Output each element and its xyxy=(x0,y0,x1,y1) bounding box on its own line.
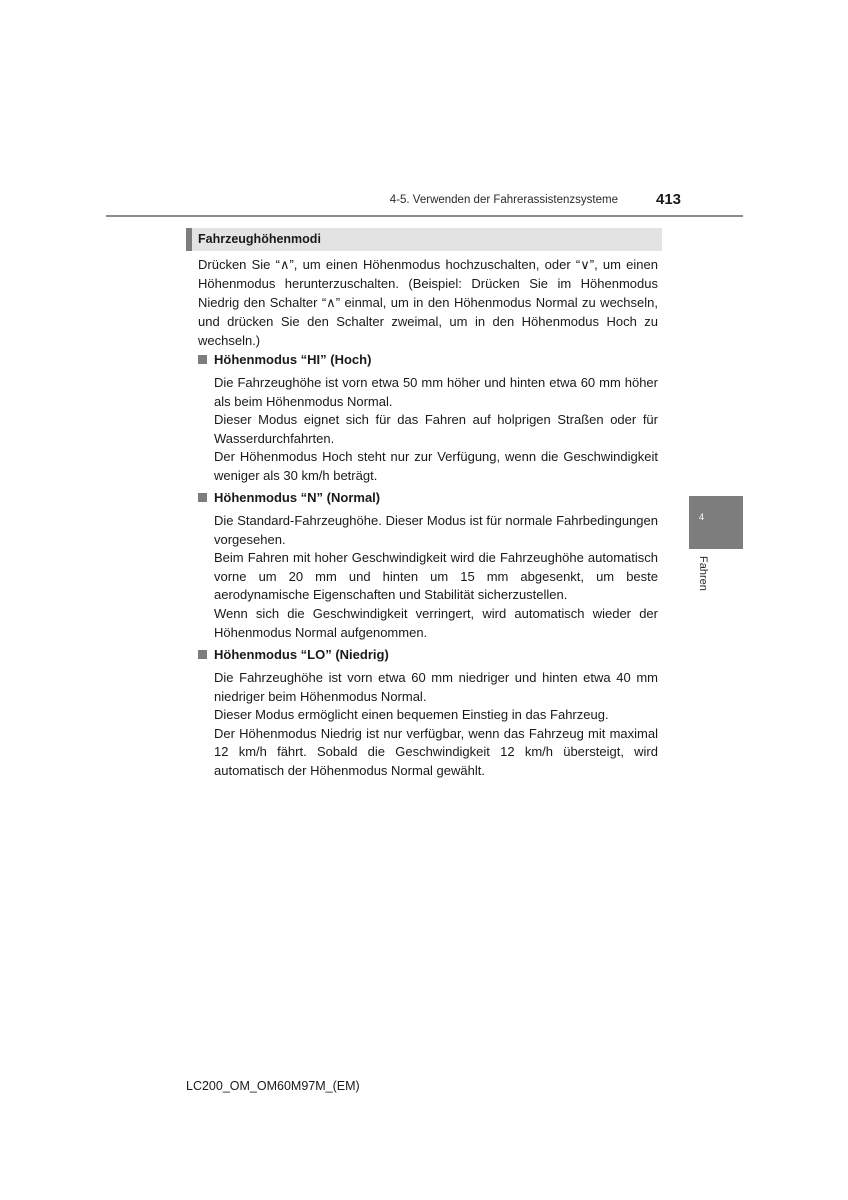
item-heading-label: Höhenmodus “N” (Normal) xyxy=(214,490,381,505)
item-paragraph: Beim Fahren mit hoher Geschwindigkeit wird die Fahrzeughöhe automatisch vorne um 20 mm und hinten um 15 mm abgesenkt, um beste aerodynamische Eigenschaften und Stabilität sicherzustellen. xyxy=(214,550,658,603)
chapter-number: 4 xyxy=(699,512,705,522)
square-bullet-icon xyxy=(198,493,207,502)
item-heading-lo xyxy=(198,645,389,664)
item-paragraph: Der Höhenmodus Niedrig ist nur verfügbar, wenn das Fahrzeug mit maximal 12 km/h fährt. Sobald die Geschwindigkeit 12 km/h übersteigt, wird automatisch der Höhenmodus Normal gewählt. xyxy=(214,725,658,778)
item-heading-label: Höhenmodus “HI” (Hoch) xyxy=(214,352,372,367)
item-paragraph: Die Standard-Fahrzeughöhe. Dieser Modus ist für normale Fahrbedingungen vorgesehen. xyxy=(214,513,658,547)
page-number: 413 xyxy=(656,191,682,208)
chapter-label: Fahren xyxy=(697,556,709,591)
section-title-accent xyxy=(186,228,192,251)
section-title-bar xyxy=(186,228,662,251)
item-heading-hi xyxy=(198,350,371,369)
item-body-hi xyxy=(214,374,658,486)
item-paragraph: Der Höhenmodus Hoch steht nur zur Verfügung, wenn die Geschwindigkeit weniger als 30 km/h beträgt. xyxy=(214,449,658,483)
section-intro: Drücken Sie “∧”, um einen Höhenmodus hochzuschalten, oder “∨”, um einen Höhenmodus herunterzuschalten. (Beispiel: Drücken Sie im Höhenmodus Niedrig den Schalter “∧” einmal, um in den Höhenmodus Normal zu wechseln, und drücken Sie den Schalter zweimal, um in den Höhenmodus Hoch zu wechseln.) xyxy=(198,257,658,348)
header-section-title: 4-5. Verwenden der Fahrerassistenzsysteme xyxy=(389,194,618,206)
footer-document-code: LC200_OM_OM60M97M_(EM) xyxy=(186,1079,360,1093)
item-body-n xyxy=(214,512,658,642)
item-paragraph: Wenn sich die Geschwindigkeit verringert, wird automatisch wieder der Höhenmodus Normal aufgenommen. xyxy=(214,605,658,640)
item-paragraph: Die Fahrzeughöhe ist vorn etwa 50 mm höher und hinten etwa 60 mm höher als beim Höhenmodus Normal. xyxy=(214,375,658,409)
item-paragraph: Die Fahrzeughöhe ist vorn etwa 60 mm niedriger und hinten etwa 40 mm niedriger beim Höhenmodus Normal. xyxy=(214,670,658,704)
section-title: Fahrzeughöhenmodi xyxy=(198,232,321,246)
square-bullet-icon xyxy=(198,355,207,364)
header-rule xyxy=(106,215,743,217)
item-heading-label: Höhenmodus “LO” (Niedrig) xyxy=(214,647,389,662)
item-paragraph: Dieser Modus eignet sich für das Fahren auf holprigen Straßen oder für Wasserdurchfahrten. xyxy=(214,412,658,446)
item-body-lo xyxy=(214,669,658,781)
square-bullet-icon xyxy=(198,650,207,659)
item-paragraph: Dieser Modus ermöglicht einen bequemen Einstieg in das Fahrzeug. xyxy=(214,707,609,723)
item-heading-n xyxy=(198,488,380,507)
chapter-tab xyxy=(689,496,743,549)
